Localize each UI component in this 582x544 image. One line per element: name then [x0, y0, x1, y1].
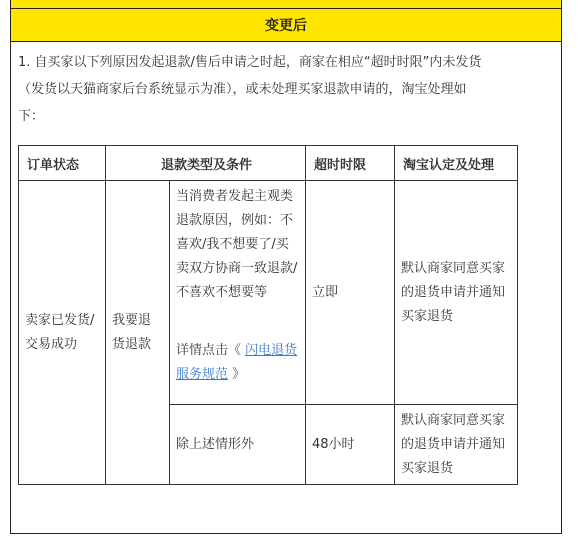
refund-type-text: 我要退货退款: [112, 312, 152, 352]
col-header-handling: 淘宝认定及处理: [395, 146, 518, 181]
detail-prefix: 详情点击《: [176, 343, 242, 358]
handling-text: 默认商家同意买家的退货申请并通知买家退货: [401, 412, 506, 476]
order-status-cell: [19, 181, 106, 485]
lightning-return-rules-link[interactable]: 闪电退货服务规范: [176, 343, 298, 382]
table-row: [19, 181, 518, 405]
section-title: 变更后: [265, 18, 307, 34]
intro-line-1: 1. 自买家以下列原因发起退款/售后申请之时起，商家在相应“超时时限”内未发货: [18, 55, 482, 70]
section-header: [10, 8, 562, 42]
condition-text: 除上述情形外: [176, 436, 255, 452]
table-header-row: [19, 146, 518, 181]
handling-text: 默认商家同意买家的退货申请并通知买家退货: [401, 260, 506, 324]
detail-text: [176, 339, 299, 387]
col-header-timeout: 超时时限: [306, 146, 395, 181]
handling-cell: [395, 405, 518, 485]
order-status-text: 卖家已发货/交易成功: [25, 312, 95, 352]
col-header-order-status: 订单状态: [19, 146, 106, 181]
intro-line-3: 下：: [18, 109, 45, 124]
intro-line-2: （发货以天猫商家后台系统显示为准），或未处理买家退款申请的，淘宝处理如: [18, 82, 467, 97]
timeout-cell: [306, 405, 395, 485]
timeout-text: 48小时: [312, 436, 355, 452]
detail-suffix: 》: [232, 367, 246, 382]
condition-cell: [170, 405, 306, 485]
col-header-refund-type: 退款类型及条件: [106, 146, 306, 181]
condition-cell: [170, 181, 306, 405]
refund-rules-table: [18, 145, 518, 485]
timeout-text: 立即: [312, 284, 339, 300]
condition-text: 当消费者发起主观类退款原因，例如：不喜欢/我不想要了/买卖双方协商一致退款/不喜欢不想要等: [176, 189, 298, 300]
handling-cell: [395, 181, 518, 405]
timeout-cell: [306, 181, 395, 405]
refund-type-cell: [106, 181, 170, 485]
intro-paragraph: [18, 49, 558, 130]
